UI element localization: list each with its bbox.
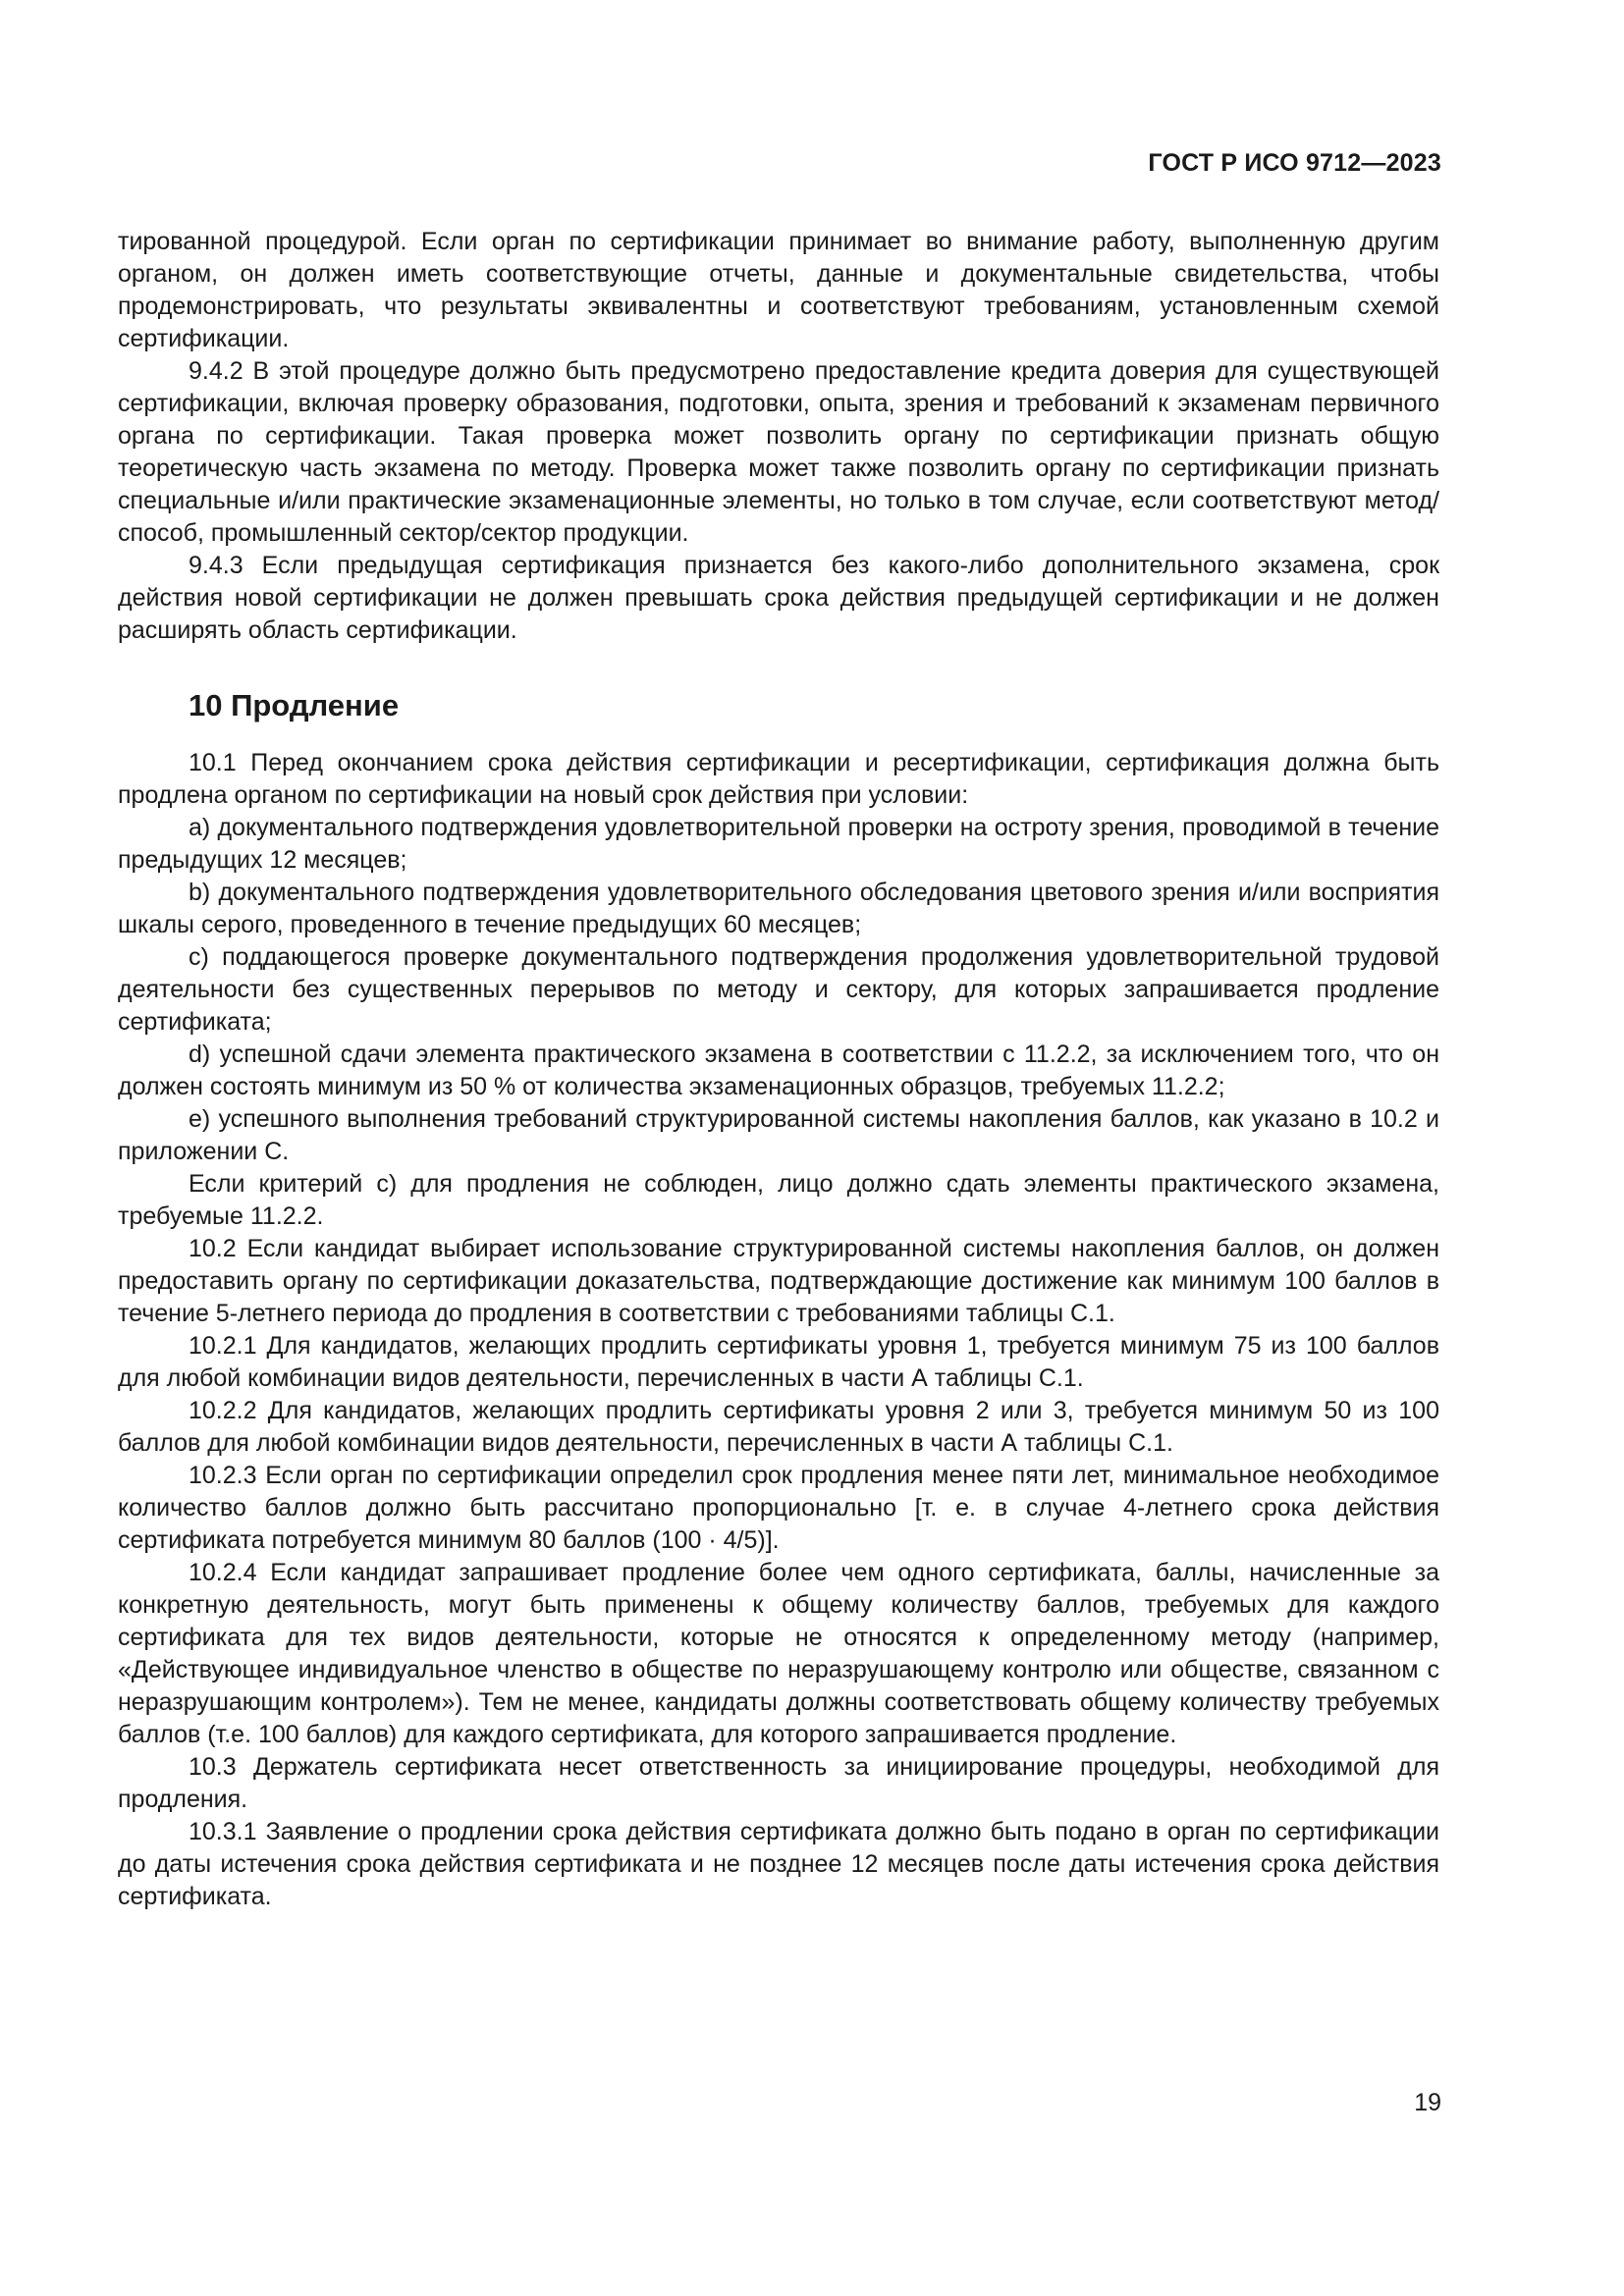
page-content <box>118 226 1439 1913</box>
paragraph-10-1: 10.1 Перед окончанием срока действия сертификации и ресертификации, сертификация должна быть продлена органом по сертификации на новый срок действия при условии: <box>118 749 1439 809</box>
paragraph-9-4-2: 9.4.2 В этой процедуре должно быть предусмотрено предоставление кредита доверия для существующей сертификации, включая проверку образования, подготовки, опыта, зрения и требований к экзаменам первичного органа по сертификации. Такая проверка может позволить органу по сертификации признать общую теоретическую часть экзамена по методу. Проверка может также позволить органу по сертификации признать специальные и/или практические экзаменационные элементы, но только в том случае, если соответствуют метод/способ, промышленный сектор/сектор продукции. <box>118 357 1439 547</box>
document-code: ГОСТ Р ИСО 9712—2023 <box>1148 149 1441 177</box>
page-number: 19 <box>1414 2089 1441 2116</box>
paragraph-10-2-1: 10.2.1 Для кандидатов, желающих продлить сертификаты уровня 1, требуется минимум 75 из 100 баллов для любой комбинации видов деятельности, перечисленных в части А таблицы С.1. <box>118 1332 1439 1392</box>
list-item-e: e) успешного выполнения требований структурированной системы накопления баллов, как указано в 10.2 и приложении С. <box>118 1105 1439 1165</box>
paragraph-10-3-1: 10.3.1 Заявление о продлении срока действия сертификата должно быть подано в орган по сертификации до даты истечения срока действия сертификата и не позднее 12 месяцев после даты истечения срока действия сертификата. <box>118 1818 1439 1910</box>
paragraph-9-4-continuation: тированной процедурой. Если орган по сертификации принимает во внимание работу, выполненную другим органом, он должен иметь соответствующие отчеты, данные и документальные свидетельства, чтобы продемонстрировать, что результаты эквивалентны и соответствуют требованиям, установленным схемой сертификации. <box>118 228 1439 352</box>
paragraph-10-2-3: 10.2.3 Если орган по сертификации определил срок продления менее пяти лет, минимальное необходимое количество баллов должно быть рассчитано пропорционально [т. е. в случае 4-летнего срока действия сертификата потребуется минимум 80 баллов (100 · 4/5)]. <box>118 1462 1439 1554</box>
paragraph-10-2: 10.2 Если кандидат выбирает использование структурированной системы накопления баллов, он должен предоставить органу по сертификации доказательства, подтверждающие достижение как минимум 100 баллов в течение 5-летнего периода до продления в соответствии с требованиями таблицы С.1. <box>118 1235 1439 1327</box>
paragraph-criterion-c: Если критерий c) для продления не соблюден, лицо должно сдать элементы практического экзамена, требуемые 11.2.2. <box>118 1170 1439 1230</box>
paragraph-10-2-4: 10.2.4 Если кандидат запрашивает продление более чем одного сертификата, баллы, начисленные за конкретную деятельность, могут быть применены к общему количеству баллов, требуемых для каждого сертификата для тех видов деятельности, которые не относятся к определенному методу (например, «Действующее индивидуальное членство в обществе по неразрушающему контролю или обществе, связанном с неразрушающим контролем»). Тем не менее, кандидаты должны соответствовать общему количеству требуемых баллов (т.е. 100 баллов) для каждого сертификата, для которого запрашивается продление. <box>118 1559 1439 1748</box>
section-heading-10: 10 Продление <box>189 688 400 722</box>
list-item-c: c) поддающегося проверке документального подтверждения продолжения удовлетворительной трудовой деятельности без существенных перерывов по методу и сектору, для которых запрашивается продление сертификата; <box>118 943 1439 1036</box>
list-item-b: b) документального подтверждения удовлетворительного обследования цветового зрения и/или восприятия шкалы серого, проведенного в течение предыдущих 60 месяцев; <box>118 879 1439 938</box>
list-item-d: d) успешной сдачи элемента практического экзамена в соответствии с 11.2.2, за исключением того, что он должен состоять минимум из 50 % от количества экзаменационных образцов, требуемых 11.2.2; <box>118 1041 1439 1100</box>
paragraph-10-2-2: 10.2.2 Для кандидатов, желающих продлить сертификаты уровня 2 или 3, требуется минимум 50 из 100 баллов для любой комбинации видов деятельности, перечисленных в части А таблицы С.1. <box>118 1397 1439 1457</box>
paragraph-10-3: 10.3 Держатель сертификата несет ответственность за инициирование процедуры, необходимой для продления. <box>118 1753 1439 1813</box>
list-item-a: a) документального подтверждения удовлетворительной проверки на остроту зрения, проводимой в течение предыдущих 12 месяцев; <box>118 814 1439 874</box>
paragraph-9-4-3: 9.4.3 Если предыдущая сертификация признается без какого-либо дополнительного экзамена, срок действия новой сертификации не должен превышать срока действия предыдущей сертификации и не должен расширять область сертификации. <box>118 552 1439 644</box>
